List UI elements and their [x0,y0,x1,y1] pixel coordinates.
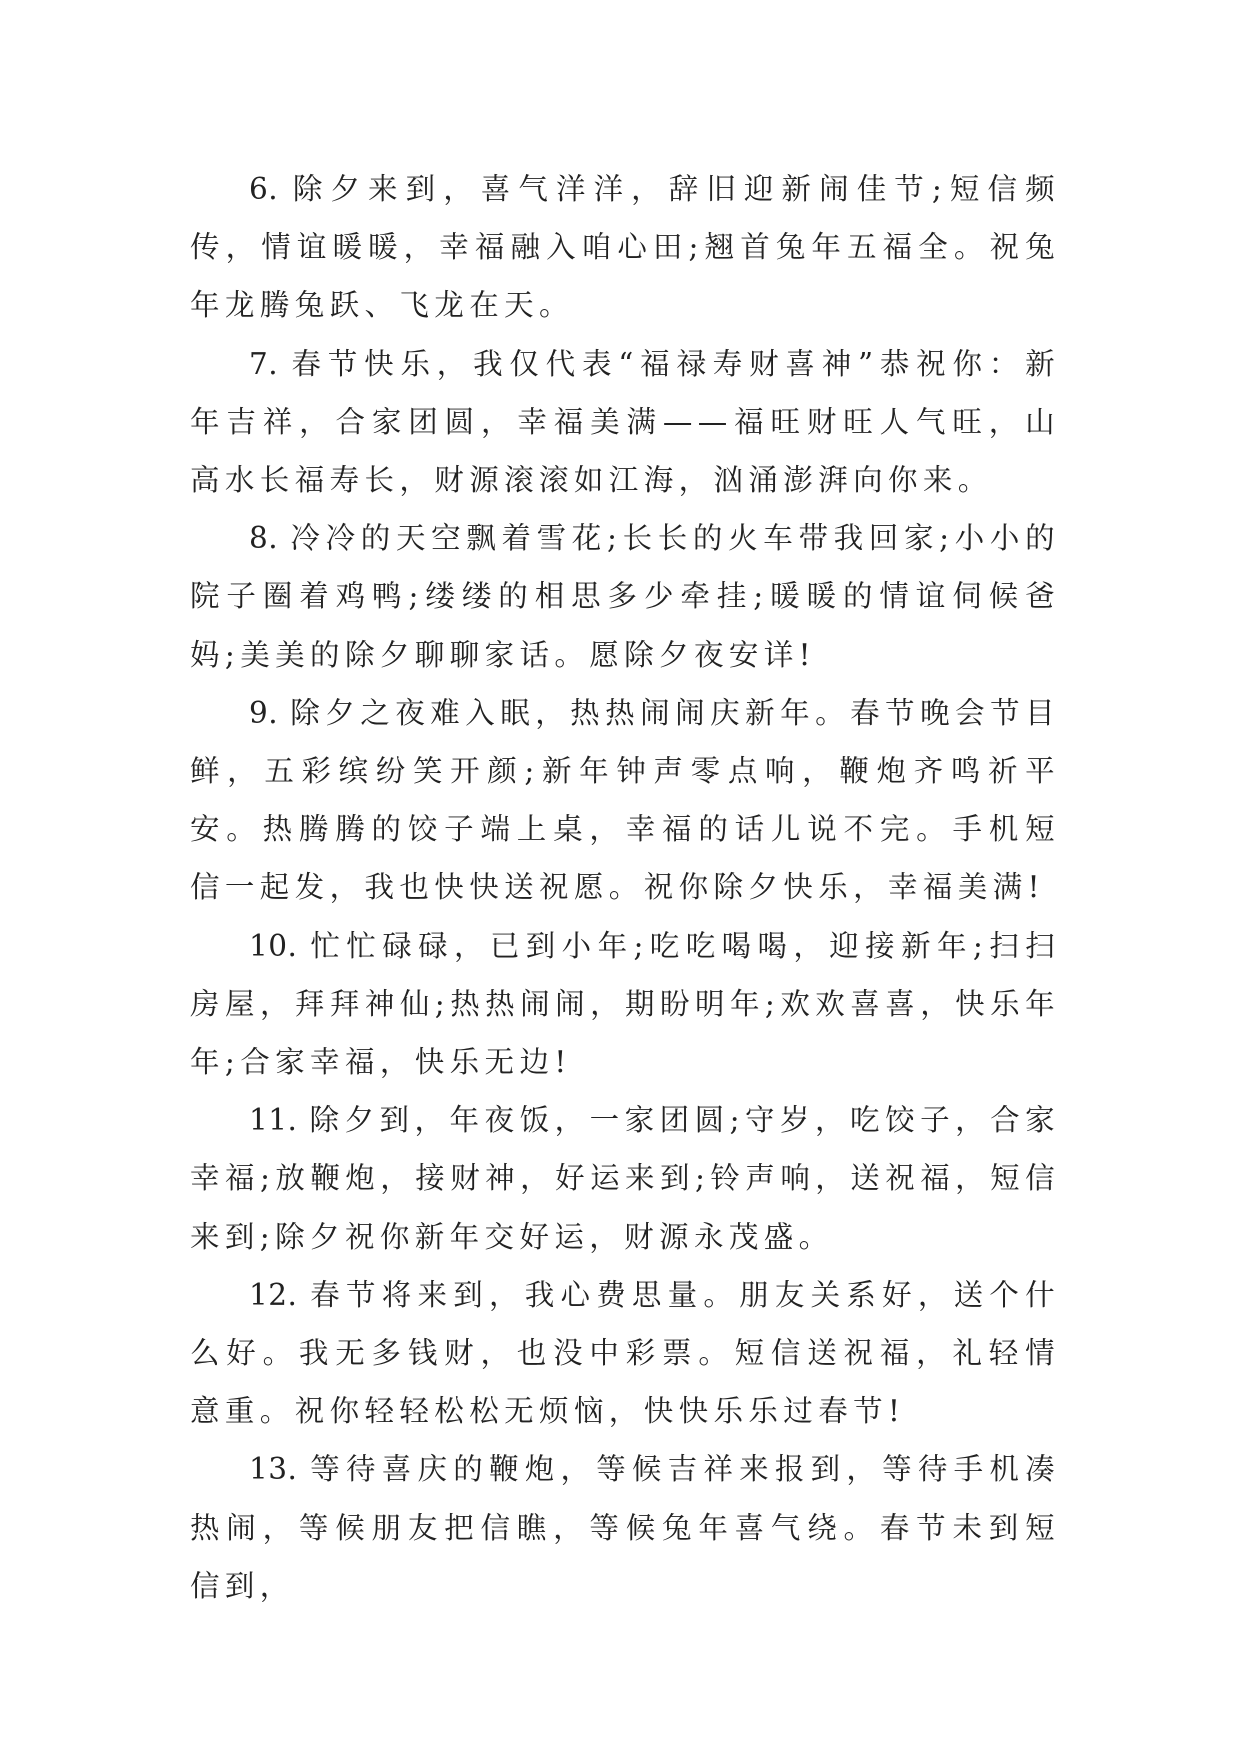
paragraph-number: 10. [249,928,298,963]
paragraph-text: 除夕来到，喜气洋洋，辞旧迎新闹佳节;短信频传，情谊暖暖，幸福融入咱心田;翘首兔年五福全。祝兔年龙腾兔跃、飞龙在天。 [190,172,1060,323]
paragraph-text: 除夕到，年夜饭，一家团圆;守岁，吃饺子，合家幸福;放鞭炮，接财神，好运来到;铃声响，送祝福，短信来到;除夕祝你新年交好运，财源永茂盛。 [190,1103,1060,1254]
paragraph-number: 8. [249,521,279,556]
paragraph-11 [190,1091,1060,1266]
paragraph-number: 12. [249,1277,298,1312]
paragraph-number: 13. [249,1452,298,1487]
paragraph-12 [190,1266,1060,1441]
paragraph-number: 6. [249,172,279,206]
paragraph-13 [190,1440,1060,1615]
paragraph-6 [190,160,1060,335]
paragraph-text: 冷冷的天空飘着雪花;长长的火车带我回家;小小的院子圈着鸡鸭;缕缕的相思多少牵挂;暖暖的情谊伺候爸妈;美美的除夕聊聊家话。愿除夕夜安详! [190,521,1060,672]
paragraph-number: 11. [249,1103,298,1138]
paragraph-number: 9. [249,695,279,730]
paragraph-8 [190,509,1060,684]
paragraph-10 [190,917,1060,1092]
document-body [190,160,1060,1615]
paragraph-text: 忙忙碌碌，已到小年;吃吃喝喝，迎接新年;扫扫房屋，拜拜神仙;热热闹闹，期盼明年;欢欢喜喜，快乐年年;合家幸福，快乐无边! [190,928,1060,1080]
paragraph-text: 等待喜庆的鞭炮，等候吉祥来报到，等待手机凑热闹，等候朋友把信瞧，等候兔年喜气绕。春节未到短信到， [190,1452,1060,1603]
paragraph-9 [190,684,1060,917]
paragraph-number: 7. [249,346,279,381]
paragraph-text: 春节快乐，我仅代表“福禄寿财喜神”恭祝你：新年吉祥，合家团圆，幸福美满——福旺财旺人气旺，山高水长福寿长，财源滚滚如江海，汹涌澎湃向你来。 [190,346,1060,498]
paragraph-text: 除夕之夜难入眠，热热闹闹庆新年。春节晚会节目鲜，五彩缤纷笑开颜;新年钟声零点响，鞭炮齐鸣祈平安。热腾腾的饺子端上桌，幸福的话儿说不完。手机短信一起发，我也快快送祝愿。祝你除夕快乐，幸福美满! [190,695,1060,905]
paragraph-7 [190,335,1060,510]
paragraph-text: 春节将来到，我心费思量。朋友关系好，送个什么好。我无多钱财，也没中彩票。短信送祝福，礼轻情意重。祝你轻轻松松无烦恼，快快乐乐过春节! [190,1277,1060,1429]
